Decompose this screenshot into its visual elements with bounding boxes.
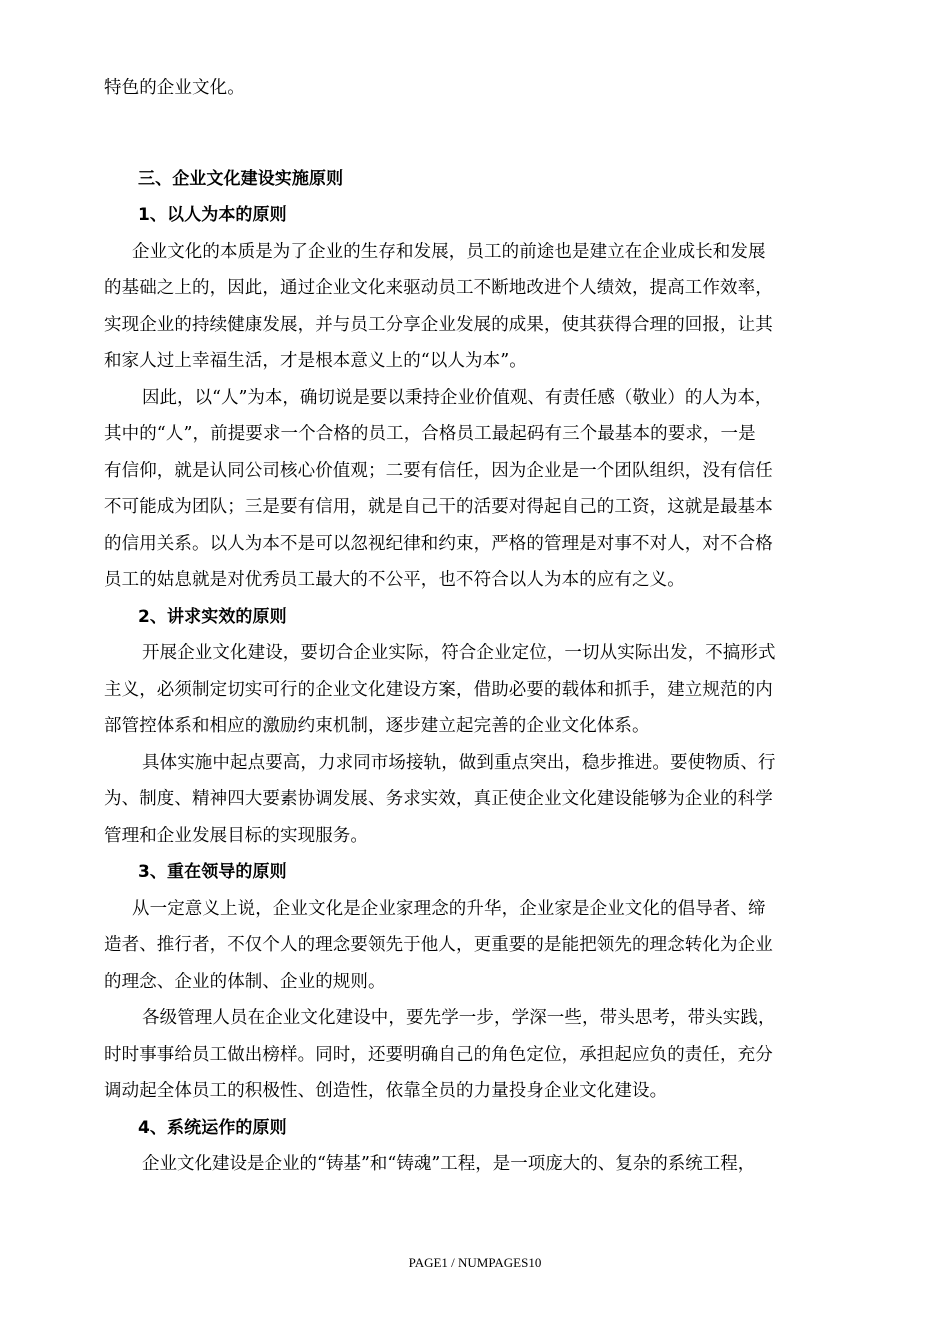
paragraph-line: 时时事事给员工做出榜样。同时，还要明确自己的角色定位，承担起应负的责任，充分 [104,1044,773,1065]
paragraph-line: 管理和企业发展目标的实现服务。 [104,825,368,846]
section-heading: 三、企业文化建设实施原则 [138,168,344,189]
paragraph-line: 造者、推行者，不仅个人的理念要领先于他人，更重要的是能把领先的理念转化为企业 [104,935,773,955]
paragraph-line: 具体实施中起点要高，力求同市场接轨，做到重点突出，稳步推进。要使物质、行 [142,752,776,773]
paragraph-line: 企业文化的本质是为了企业的生存和发展，员工的前途也是建立在企业成长和发展 [132,241,766,262]
paragraph-line: 从一定意义上说，企业文化是企业家理念的升华，企业家是企业文化的倡导者、缔 [132,898,766,919]
paragraph-line: 和家人过上幸福生活，才是根本意义上的“以人为本”。 [104,351,527,371]
page-footer: PAGE1 / NUMPAGES10 [408,1255,542,1270]
paragraph-line: 特色的企业文化。 [104,78,245,98]
paragraph-line: 其中的“人”，前提要求一个合格的员工，合格员工最起码有三个最基本的要求，一是 [104,424,756,444]
paragraph-spacer [104,107,836,161]
paragraph-line: 主义，必须制定切实可行的企业文化建设方案，借助必要的载体和抓手，建立规范的内 [104,679,773,700]
paragraph-line: 员工的姑息就是对优秀员工最大的不公平，也不符合以人为本的应有之义。 [104,570,685,590]
subsection-heading-4: 4、系统运作的原则 [138,1117,287,1138]
subsection-heading-1: 1、以人为本的原则 [138,205,287,225]
paragraph-line: 有信仰，就是认同公司核心价值观；二要有信任，因为企业是一个团队组织，没有信任 [104,460,773,481]
document-body [104,70,836,1183]
paragraph-line: 的信用关系。以人为本不是可以忽视纪律和约束，严格的管理是对事不对人，对不合格 [104,533,773,554]
paragraph-line: 的基础之上的，因此，通过企业文化来驱动员工不断地改进个人绩效，提高工作效率， [104,278,773,298]
paragraph-line: 开展企业文化建设，要切合企业实际，符合企业定位，一切从实际出发，不搞形式 [142,643,776,663]
paragraph-line: 调动起全体员工的积极性、创造性，依靠全员的力量投身企业文化建设。 [104,1081,668,1101]
paragraph-line: 的理念、企业的体制、企业的规则。 [104,971,386,992]
paragraph-line: 实现企业的持续健康发展，并与员工分享企业发展的成果，使其获得合理的回报，让其 [104,314,773,335]
subsection-heading-2: 2、讲求实效的原则 [138,606,287,627]
paragraph-line: 为、制度、精神四大要素协调发展、务求实效，真正使企业文化建设能够为企业的科学 [104,789,773,809]
paragraph-line: 企业文化建设是企业的“铸基”和“铸魂”工程，是一项庞大的、复杂的系统工程， [142,1154,756,1174]
paragraph-line: 因此，以“人”为本，确切说是要以秉持企业价值观、有责任感（敬业）的人为本， [142,387,773,408]
subsection-heading-3: 3、重在领导的原则 [138,862,287,882]
paragraph-line: 部管控体系和相应的激励约束机制，逐步建立起完善的企业文化体系。 [104,716,650,736]
paragraph-line: 各级管理人员在企业文化建设中，要先学一步，学深一些，带头思考，带头实践， [142,1008,776,1028]
paragraph-line: 不可能成为团队；三是要有信用，就是自己干的活要对得起自己的工资，这就是最基本 [104,497,773,517]
